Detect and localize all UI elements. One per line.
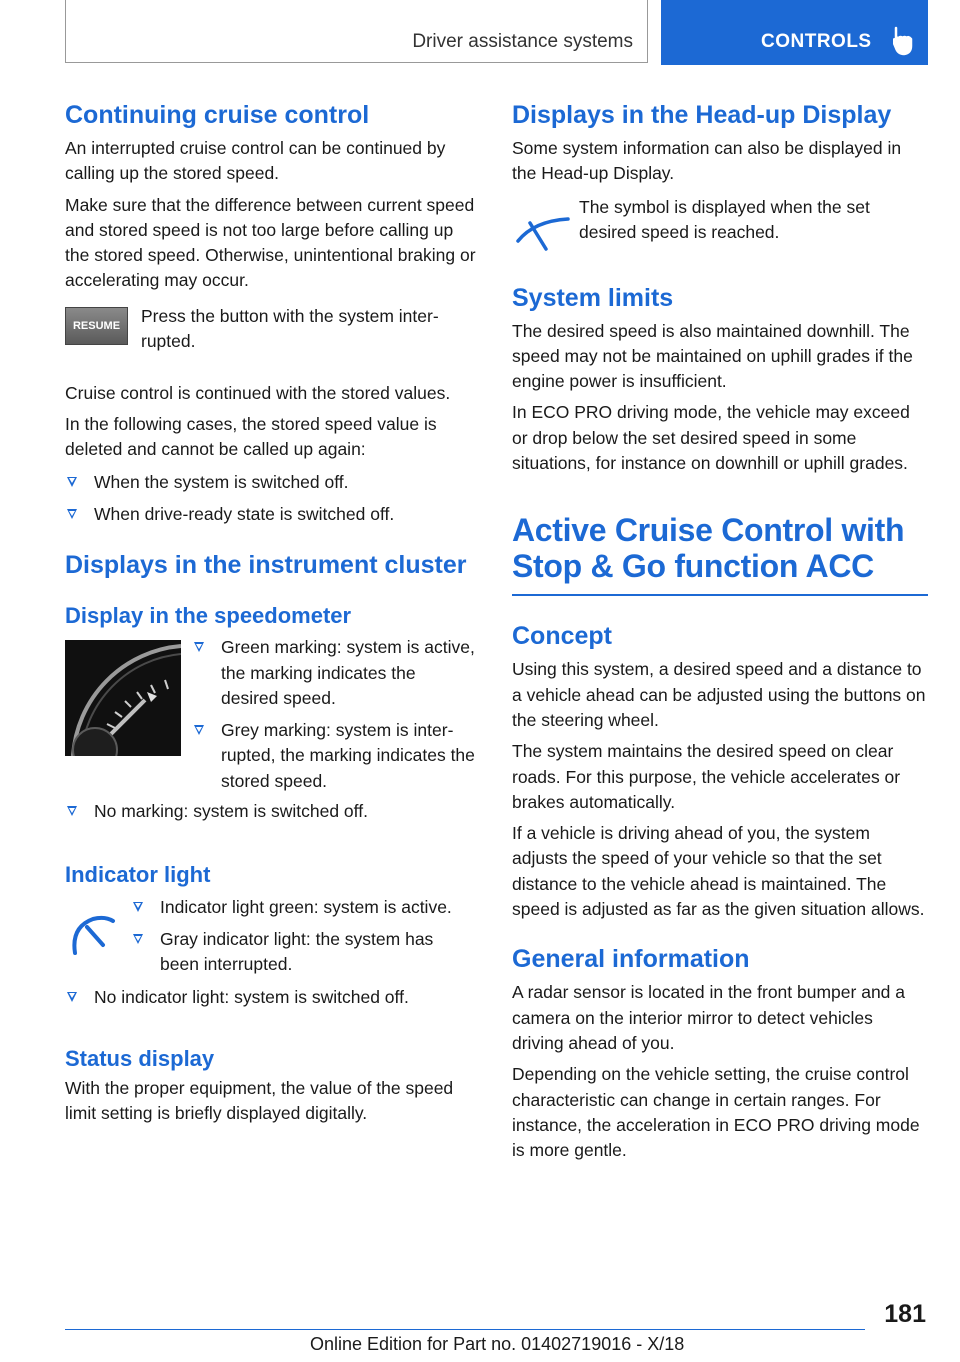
- list-item: No indicator light: system is switched off.: [65, 985, 477, 1010]
- section-rule: [512, 594, 928, 596]
- footer-rule: [65, 1329, 865, 1330]
- list-item: Gray indicator light: the system has been interrupted.: [131, 927, 477, 978]
- page-header: [65, 0, 928, 65]
- bullet-triangle-icon: [67, 477, 77, 487]
- paragraph: The system maintains the desired speed on clear roads. For this purpose, the vehicle accelerates or brakes automatically.: [512, 741, 901, 812]
- chapter-tab: [661, 0, 928, 65]
- left-column: [65, 100, 477, 1126]
- paragraph: Using this system, a desired speed and a distance to a vehicle ahead can be adjusted using the buttons on the steering wheel.: [512, 659, 926, 730]
- chapter-title: CONTROLS: [761, 31, 872, 52]
- list-item: Indicator light green: system is active.: [131, 895, 477, 920]
- status-display-heading: Status display: [65, 1045, 215, 1071]
- right-column: [512, 100, 928, 1163]
- section-tab: [65, 0, 648, 63]
- speedometer-block: [65, 635, 477, 795]
- section-title: Driver assistance systems: [412, 31, 633, 52]
- paragraph: The desired speed is also maintained downhill. The speed may not be maintained on uphill grades if the engine power is insufficient.: [512, 320, 913, 392]
- hud-heading: Displays in the Head-up Display: [512, 101, 892, 129]
- general-information-heading: General information: [512, 945, 750, 974]
- paragraph: If a vehicle is driving ahead of you, the system adjusts the speed of your vehicle so that the set distance to the vehicle ahead is maintained. The speed is adjusted as far as the given situation allows.: [512, 823, 925, 920]
- hud-cruise-symbol-icon: [516, 213, 570, 253]
- resume-instruction: [65, 304, 477, 364]
- list-item: No marking: system is switched off.: [65, 799, 477, 824]
- deletion-conditions-list: [65, 470, 477, 528]
- bullet-triangle-icon: [194, 725, 204, 735]
- bullet-triangle-icon: [194, 642, 204, 652]
- list-item: When drive-ready state is switched off.: [65, 502, 477, 527]
- speedometer-image: [65, 640, 181, 756]
- paragraph: Depending on the vehicle setting, the cruise control characteristic can change in certain ranges. For instance, the acceleration in ECO PRO driving mode is more gentle.: [512, 1064, 920, 1161]
- paragraph: A radar sensor is located in the front bumper and a camera on the interior mirror to detect vehicles driving ahead of you.: [512, 982, 906, 1053]
- resume-instruction-text: Press the button with the system interrupted.: [141, 305, 439, 352]
- speedometer-marking-list: [192, 635, 477, 794]
- paragraph: In ECO PRO driving mode, the vehicle may exceed or drop below the set desired speed in some situations, for instance on downhill or uphill grades.: [512, 402, 910, 474]
- cruise-indicator-icon: [69, 913, 117, 955]
- bullet-triangle-icon: [133, 934, 143, 944]
- concept-heading: Concept: [512, 622, 612, 651]
- list-item: Green marking: system is active, the marking indicates the desired speed.: [192, 635, 477, 711]
- edition-note: Online Edition for Part no. 01402719016 - X/18: [310, 1334, 685, 1354]
- paragraph: In the following cases, the stored speed value is deleted and cannot be called up again:: [65, 414, 437, 460]
- pointing-hand-icon: [893, 26, 915, 56]
- indicator-state-list-cont: [65, 985, 477, 1010]
- paragraph: Make sure that the difference between current speed and stored speed is not too large before calling up the stored speed. Otherwise, unintentional braking or accelerating may occur.: [65, 194, 476, 291]
- indicator-light-heading: Indicator light: [65, 861, 211, 887]
- bullet-triangle-icon: [67, 509, 77, 519]
- indicator-state-list: [131, 895, 477, 978]
- continuing-cruise-heading: Continuing cruise control: [65, 101, 370, 129]
- hud-symbol-text: The symbol is displayed when the set desired speed is reached.: [579, 196, 870, 242]
- paragraph: An interrupted cruise control can be continued by calling up the stored speed.: [65, 138, 446, 184]
- paragraph: Cruise control is continued with the stored values.: [65, 382, 451, 403]
- paragraph: Some system information can also be displayed in the Head-up Display.: [512, 138, 902, 184]
- paragraph: With the proper equipment, the value of the speed limit setting is briefly displayed digitally.: [65, 1077, 454, 1124]
- list-item: Grey marking: system is interrupted, the marking indicates the stored speed.: [192, 718, 477, 794]
- indicator-block: [65, 895, 477, 979]
- acc-heading: Active Cruise Control with Stop & Go function ACC: [512, 512, 905, 585]
- page-number: 181: [884, 1300, 926, 1328]
- system-limits-heading: System limits: [512, 283, 674, 312]
- list-item: When the system is switched off.: [65, 470, 477, 495]
- instrument-cluster-heading: Displays in the instrument cluster: [65, 551, 467, 580]
- bullet-triangle-icon: [67, 992, 77, 1002]
- bullet-triangle-icon: [133, 902, 143, 912]
- bullet-triangle-icon: [67, 806, 77, 816]
- resume-button-image: RESUME: [65, 307, 128, 345]
- hud-symbol-block: [512, 195, 928, 257]
- speedometer-heading: Display in the speedometer: [65, 603, 352, 629]
- speedometer-marking-list-cont: [65, 799, 477, 824]
